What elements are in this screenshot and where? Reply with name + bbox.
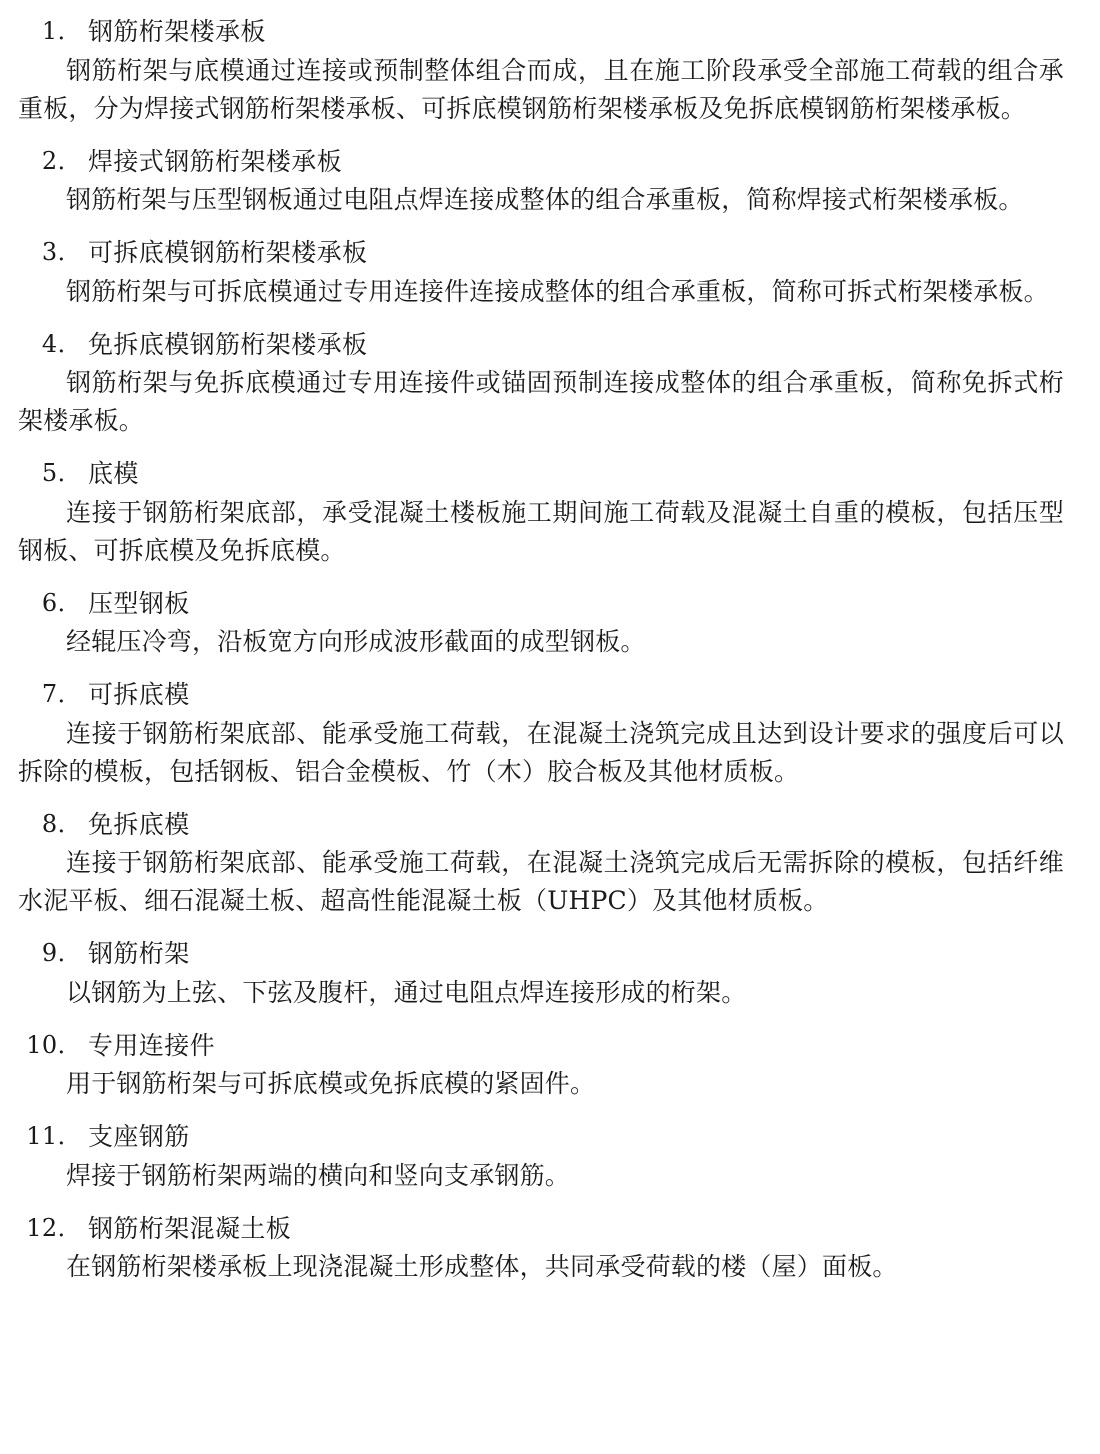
term-entry: [18, 1211, 1066, 1287]
term-definition: 钢筋桁架与压型钢板通过电阻点焊连接成整体的组合承重板，简称焊接式桁架楼承板。: [66, 185, 1024, 214]
term-entry: [18, 936, 1066, 1012]
term-definition: 焊接于钢筋桁架两端的横向和竖向支承钢筋。: [66, 1160, 571, 1190]
term-number: 12．: [26, 1213, 82, 1242]
term-name: 焊接式钢筋桁架楼承板: [88, 146, 343, 176]
term-name: 压型钢板: [88, 588, 190, 618]
term-heading: [18, 936, 1066, 972]
term-name: 钢筋桁架: [88, 939, 190, 968]
term-definition: 经辊压冷弯，沿板宽方向形成波形截面的成型钢板。: [66, 627, 646, 656]
term-heading: [18, 1028, 1066, 1064]
term-entry: [18, 235, 1066, 311]
term-definition: 用于钢筋桁架与可拆底模或免拆底模的紧固件。: [66, 1069, 596, 1098]
term-heading: [18, 14, 1066, 50]
term-number: 11．: [26, 1122, 82, 1150]
term-entry: [18, 807, 1066, 921]
term-entry: [18, 586, 1066, 662]
term-name: 可拆底模钢筋桁架楼承板: [88, 238, 368, 267]
term-entry: [18, 1119, 1066, 1195]
term-number: 10．: [26, 1030, 82, 1059]
term-definition: 以钢筋为上弦、下弦及腹杆，通过电阻点焊连接形成的桁架。: [66, 977, 747, 1007]
term-entry: [18, 1028, 1066, 1104]
term-number: 1．: [41, 17, 82, 45]
term-heading: [18, 1211, 1066, 1247]
term-number: 2．: [41, 146, 82, 175]
term-name: 钢筋桁架混凝土板: [88, 1213, 292, 1243]
term-entry: [18, 14, 1066, 128]
term-number: 3．: [41, 238, 82, 266]
term-number: 6．: [41, 588, 82, 617]
term-number: 4．: [41, 329, 82, 358]
term-name: 钢筋桁架楼承板: [88, 17, 266, 46]
term-number: 9．: [41, 939, 82, 967]
term-definition: 连接于钢筋桁架底部、能承受施工荷载，在混凝土浇筑完成后无需拆除的模板，包括纤维水泥平板、细石混凝土板、超高性能混凝土板（UHPC）及其他材质板。: [18, 848, 1064, 915]
term-name: 可拆底模: [88, 680, 190, 709]
term-heading: [18, 235, 1066, 271]
term-heading: [18, 586, 1066, 622]
term-heading: [18, 1119, 1066, 1155]
term-heading: [18, 456, 1066, 492]
term-name: 专用连接件: [88, 1030, 216, 1060]
term-definition: 连接于钢筋桁架底部，承受混凝土楼板施工期间施工荷载及混凝土自重的模板，包括压型钢板、可拆底模及免拆底模。: [18, 497, 1064, 565]
term-entry: [18, 677, 1066, 791]
term-heading: [18, 327, 1066, 363]
term-number: 5．: [41, 459, 82, 487]
term-entry: [18, 456, 1066, 570]
term-number: 8．: [41, 809, 82, 838]
term-definition: 在钢筋桁架楼承板上现浇混凝土形成整体，共同承受荷载的楼（屋）面板。: [66, 1252, 898, 1281]
term-name: 免拆底模钢筋桁架楼承板: [88, 329, 368, 359]
term-entry: [18, 327, 1066, 441]
term-entry: [18, 144, 1066, 220]
term-heading: [18, 807, 1066, 843]
term-heading: [18, 144, 1066, 180]
term-name: 底模: [88, 459, 139, 488]
term-definition: 连接于钢筋桁架底部、能承受施工荷载，在混凝土浇筑完成且达到设计要求的强度后可以拆除的模板，包括钢板、铝合金模板、竹（木）胶合板及其他材质板。: [18, 718, 1064, 786]
term-definition: 钢筋桁架与免拆底模通过专用连接件或锚固预制连接成整体的组合承重板，简称免拆式桁架楼承板。: [18, 368, 1064, 435]
term-name: 支座钢筋: [88, 1122, 190, 1151]
term-definition: 钢筋桁架与可拆底模通过专用连接件连接成整体的组合承重板，简称可拆式桁架楼承板。: [66, 276, 1049, 306]
term-number: 7．: [41, 680, 82, 708]
term-definition: 钢筋桁架与底模通过连接或预制整体组合而成，且在施工阶段承受全部施工荷载的组合承重板，分为焊接式钢筋桁架楼承板、可拆底模钢筋桁架楼承板及免拆底模钢筋桁架楼承板。: [18, 55, 1064, 123]
term-heading: [18, 677, 1066, 713]
term-name: 免拆底模: [88, 809, 190, 839]
